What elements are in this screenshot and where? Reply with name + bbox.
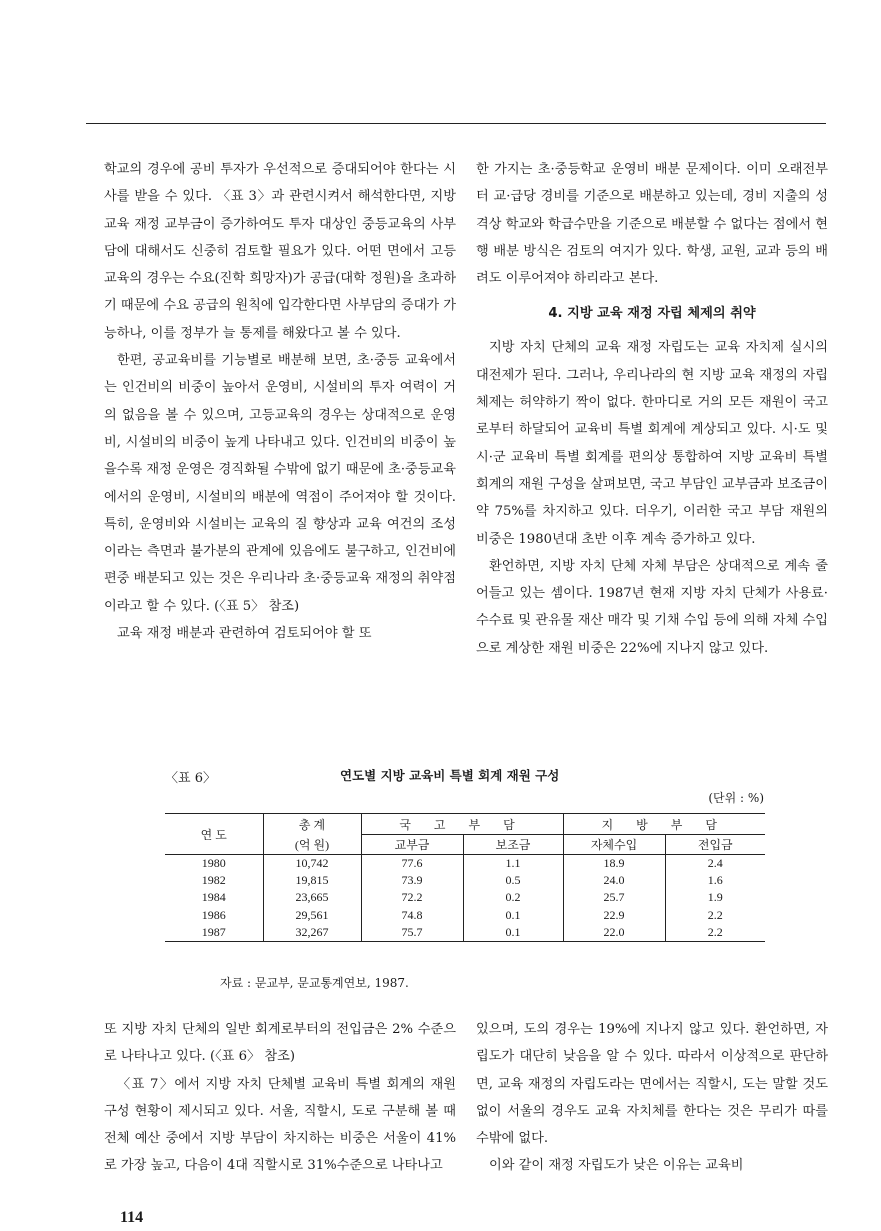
table-unit: (단위 : %) bbox=[708, 791, 764, 805]
table-source: 자료 : 문교부, 문교통계연보, 1987. bbox=[220, 976, 409, 990]
cell-year: 1982 bbox=[201, 873, 226, 888]
header-local: 지 방 부 담 bbox=[563, 814, 765, 835]
table-row bbox=[165, 855, 765, 873]
section-heading: 4. 지방 교육 재정 자립 체제의 취약 bbox=[548, 306, 756, 322]
paragraph: 지방 자치 단체의 교육 재정 자립도는 교육 자치제 실시의 대전제가 된다. 그러나, 우리나라의 현 지방 교육 재정의 자립 체제는 허약하기 짝이 없다. 한마디로 거의 모든 재원이 국고로부터 하달되어 교육비 특별 회계에 계상되고 있다. 시·도 및 시·군 교육비 특별 회계를 편의상 통합하여 지방 교육비 특별 회계의 재원 구성을 살펴보면, 국고 부담인 교부금과 보조금이 약 75%를 차지하고 있다. 더우기, 이러한 국고 부담 재원의 비중은 1980년대 초반 이후 계속 증가하고 있다. bbox=[476, 340, 829, 547]
header-year: 연 도 bbox=[165, 814, 263, 855]
cell-transfer: 1.6 bbox=[665, 872, 765, 889]
cell-grant: 74.8 bbox=[361, 907, 463, 924]
cell-year: 1980 bbox=[201, 856, 226, 871]
cell-total: 23,665 bbox=[263, 889, 361, 906]
paragraph: 이와 같이 재정 자립도가 낮은 이유는 교육비 bbox=[489, 1158, 744, 1174]
header-transfer: 전입금 bbox=[665, 835, 765, 855]
header-national: 국 고 부 담 bbox=[361, 814, 563, 835]
cell-subsidy: 1.1 bbox=[463, 855, 563, 873]
header-grant: 교부금 bbox=[361, 835, 463, 855]
finance-table bbox=[165, 813, 765, 942]
table-row bbox=[165, 872, 765, 889]
table-row bbox=[165, 889, 765, 906]
cell-transfer: 2.4 bbox=[665, 855, 765, 873]
cell-transfer: 1.9 bbox=[665, 889, 765, 906]
cell-total: 19,815 bbox=[263, 872, 361, 889]
header-own-revenue: 자체수입 bbox=[563, 835, 665, 855]
header-subsidy: 보조금 bbox=[463, 835, 563, 855]
bottom-right-column bbox=[476, 1016, 828, 1180]
cell-own-revenue: 22.9 bbox=[563, 907, 665, 924]
cell-grant: 73.9 bbox=[361, 872, 463, 889]
cell-subsidy: 0.2 bbox=[463, 889, 563, 906]
table-row bbox=[165, 924, 765, 942]
cell-total: 10,742 bbox=[263, 855, 361, 873]
right-column bbox=[476, 156, 828, 662]
cell-own-revenue: 25.7 bbox=[563, 889, 665, 906]
cell-grant: 75.7 bbox=[361, 924, 463, 942]
bottom-left-column bbox=[104, 1016, 456, 1180]
cell-year: 1986 bbox=[201, 907, 226, 922]
table-row bbox=[165, 907, 765, 924]
paragraph: 있으며, 도의 경우는 19%에 지나지 않고 있다. 환언하면, 자립도가 대단히 낮음을 알 수 있다. 따라서 이상적으로 판단하면, 교육 재정의 자립도라는 면에서는 직할시, 도는 말할 것도 없이 서울의 경우도 교육 자치체를 한다는 것은 무리가 따를 수밖에 없다. bbox=[476, 1022, 828, 1147]
cell-own-revenue: 22.0 bbox=[563, 924, 665, 942]
header-total: 총 계 bbox=[263, 814, 361, 835]
cell-year: 1984 bbox=[201, 890, 226, 905]
paragraph: 또 지방 자치 단체의 일반 회계로부터의 전입금은 2% 수준으로 나타나고 있다. (〈표 6〉 참조) bbox=[104, 1022, 456, 1065]
cell-transfer: 2.2 bbox=[665, 924, 765, 942]
table-label: 〈표 6〉 bbox=[165, 771, 216, 786]
cell-subsidy: 0.5 bbox=[463, 872, 563, 889]
cell-year: 1987 bbox=[165, 924, 263, 942]
header-rule bbox=[86, 123, 826, 124]
cell-transfer: 2.2 bbox=[665, 907, 765, 924]
header-total-unit: (억 원) bbox=[263, 835, 361, 855]
cell-subsidy: 0.1 bbox=[463, 907, 563, 924]
cell-own-revenue: 24.0 bbox=[563, 872, 665, 889]
paragraph: 교육 재정 배분과 관련하여 검토되어야 할 또 bbox=[117, 626, 372, 642]
left-column bbox=[104, 156, 456, 647]
cell-total: 32,267 bbox=[263, 924, 361, 942]
cell-subsidy: 0.1 bbox=[463, 924, 563, 942]
cell-total: 29,561 bbox=[263, 907, 361, 924]
paragraph: 〈표 7〉에서 지방 자치 단체별 교육비 특별 회계의 재원 구성 현황이 제시되고 있다. 서울, 직할시, 도로 구분해 볼 때 전체 예산 중에서 지방 부담이 차지하는 비중은 서울이 41%로 가장 높고, 다음이 4대 직할시로 31%수준으로 나타나고 bbox=[104, 1076, 456, 1174]
cell-own-revenue: 18.9 bbox=[563, 855, 665, 873]
paragraph: 한 가지는 초·중등학교 운영비 배분 문제이다. 이미 오래전부터 교·급당 경비를 기준으로 배분하고 있는데, 경비 지출의 성격상 학교와 학급수만을 기준으로 배분할 수 없다는 점에서 현행 배분 방식은 검토의 여지가 있다. 학생, 교원, 교과 등의 배려도 이루어져야 하리라고 본다. bbox=[476, 162, 829, 287]
paragraph: 학교의 경우에 공비 투자가 우선적으로 증대되어야 한다는 시사를 받을 수 있다. 〈표 3〉과 관련시켜서 해석한다면, 지방 교육 재정 교부금이 증가하여도 투자 대상인 중등교육의 사부담에 대해서도 신중히 검토할 필요가 있다. 어떤 면에서 고등교육의 경우는 수요(진학 희망자)가 공급(대학 정원)을 초과하기 때문에 수요 공급의 원칙에 입각한다면 사부담의 증대가 가능하나, 이를 정부가 늘 통제를 해왔다고 볼 수 있다. bbox=[104, 162, 457, 341]
page-number: 114 bbox=[120, 1209, 144, 1226]
paragraph: 환언하면, 지방 자치 단체 자체 부담은 상대적으로 계속 줄어들고 있는 셈이다. 1987년 현재 지방 자치 단체가 사용료·수수료 및 관유물 재산 매각 및 기채 수입 등에 의해 자체 수입으로 계상한 재원 비중은 22%에 지나지 않고 있다. bbox=[476, 558, 828, 656]
cell-grant: 72.2 bbox=[361, 889, 463, 906]
cell-grant: 77.6 bbox=[361, 855, 463, 873]
paragraph: 한편, 공교육비를 기능별로 배분해 보면, 초·중등 교육에서는 인건비의 비중이 높아서 운영비, 시설비의 투자 여력이 거의 없음을 볼 수 있으며, 고등교육의 경우는 상대적으로 운영비, 시설비의 비중이 높게 나타내고 있다. 인건비의 비중이 높을수록 재정 운영은 경직화될 수밖에 없기 때문에 초·중등교육에서의 운영비, 시설비의 배분에 역점이 주어져야 할 것이다. 특히, 운영비와 시설비는 교육의 질 향상과 교육 여건의 조성이라는 측면과 불가분의 관계에 있음에도 불구하고, 인건비에 편중 배분되고 있는 것은 우리나라 초·중등교육 재정의 취약점이라고 할 수 있다. (〈표 5〉 참조) bbox=[104, 353, 457, 614]
table-title: 연도별 지방 교육비 특별 회계 재원 구성 bbox=[340, 768, 560, 783]
